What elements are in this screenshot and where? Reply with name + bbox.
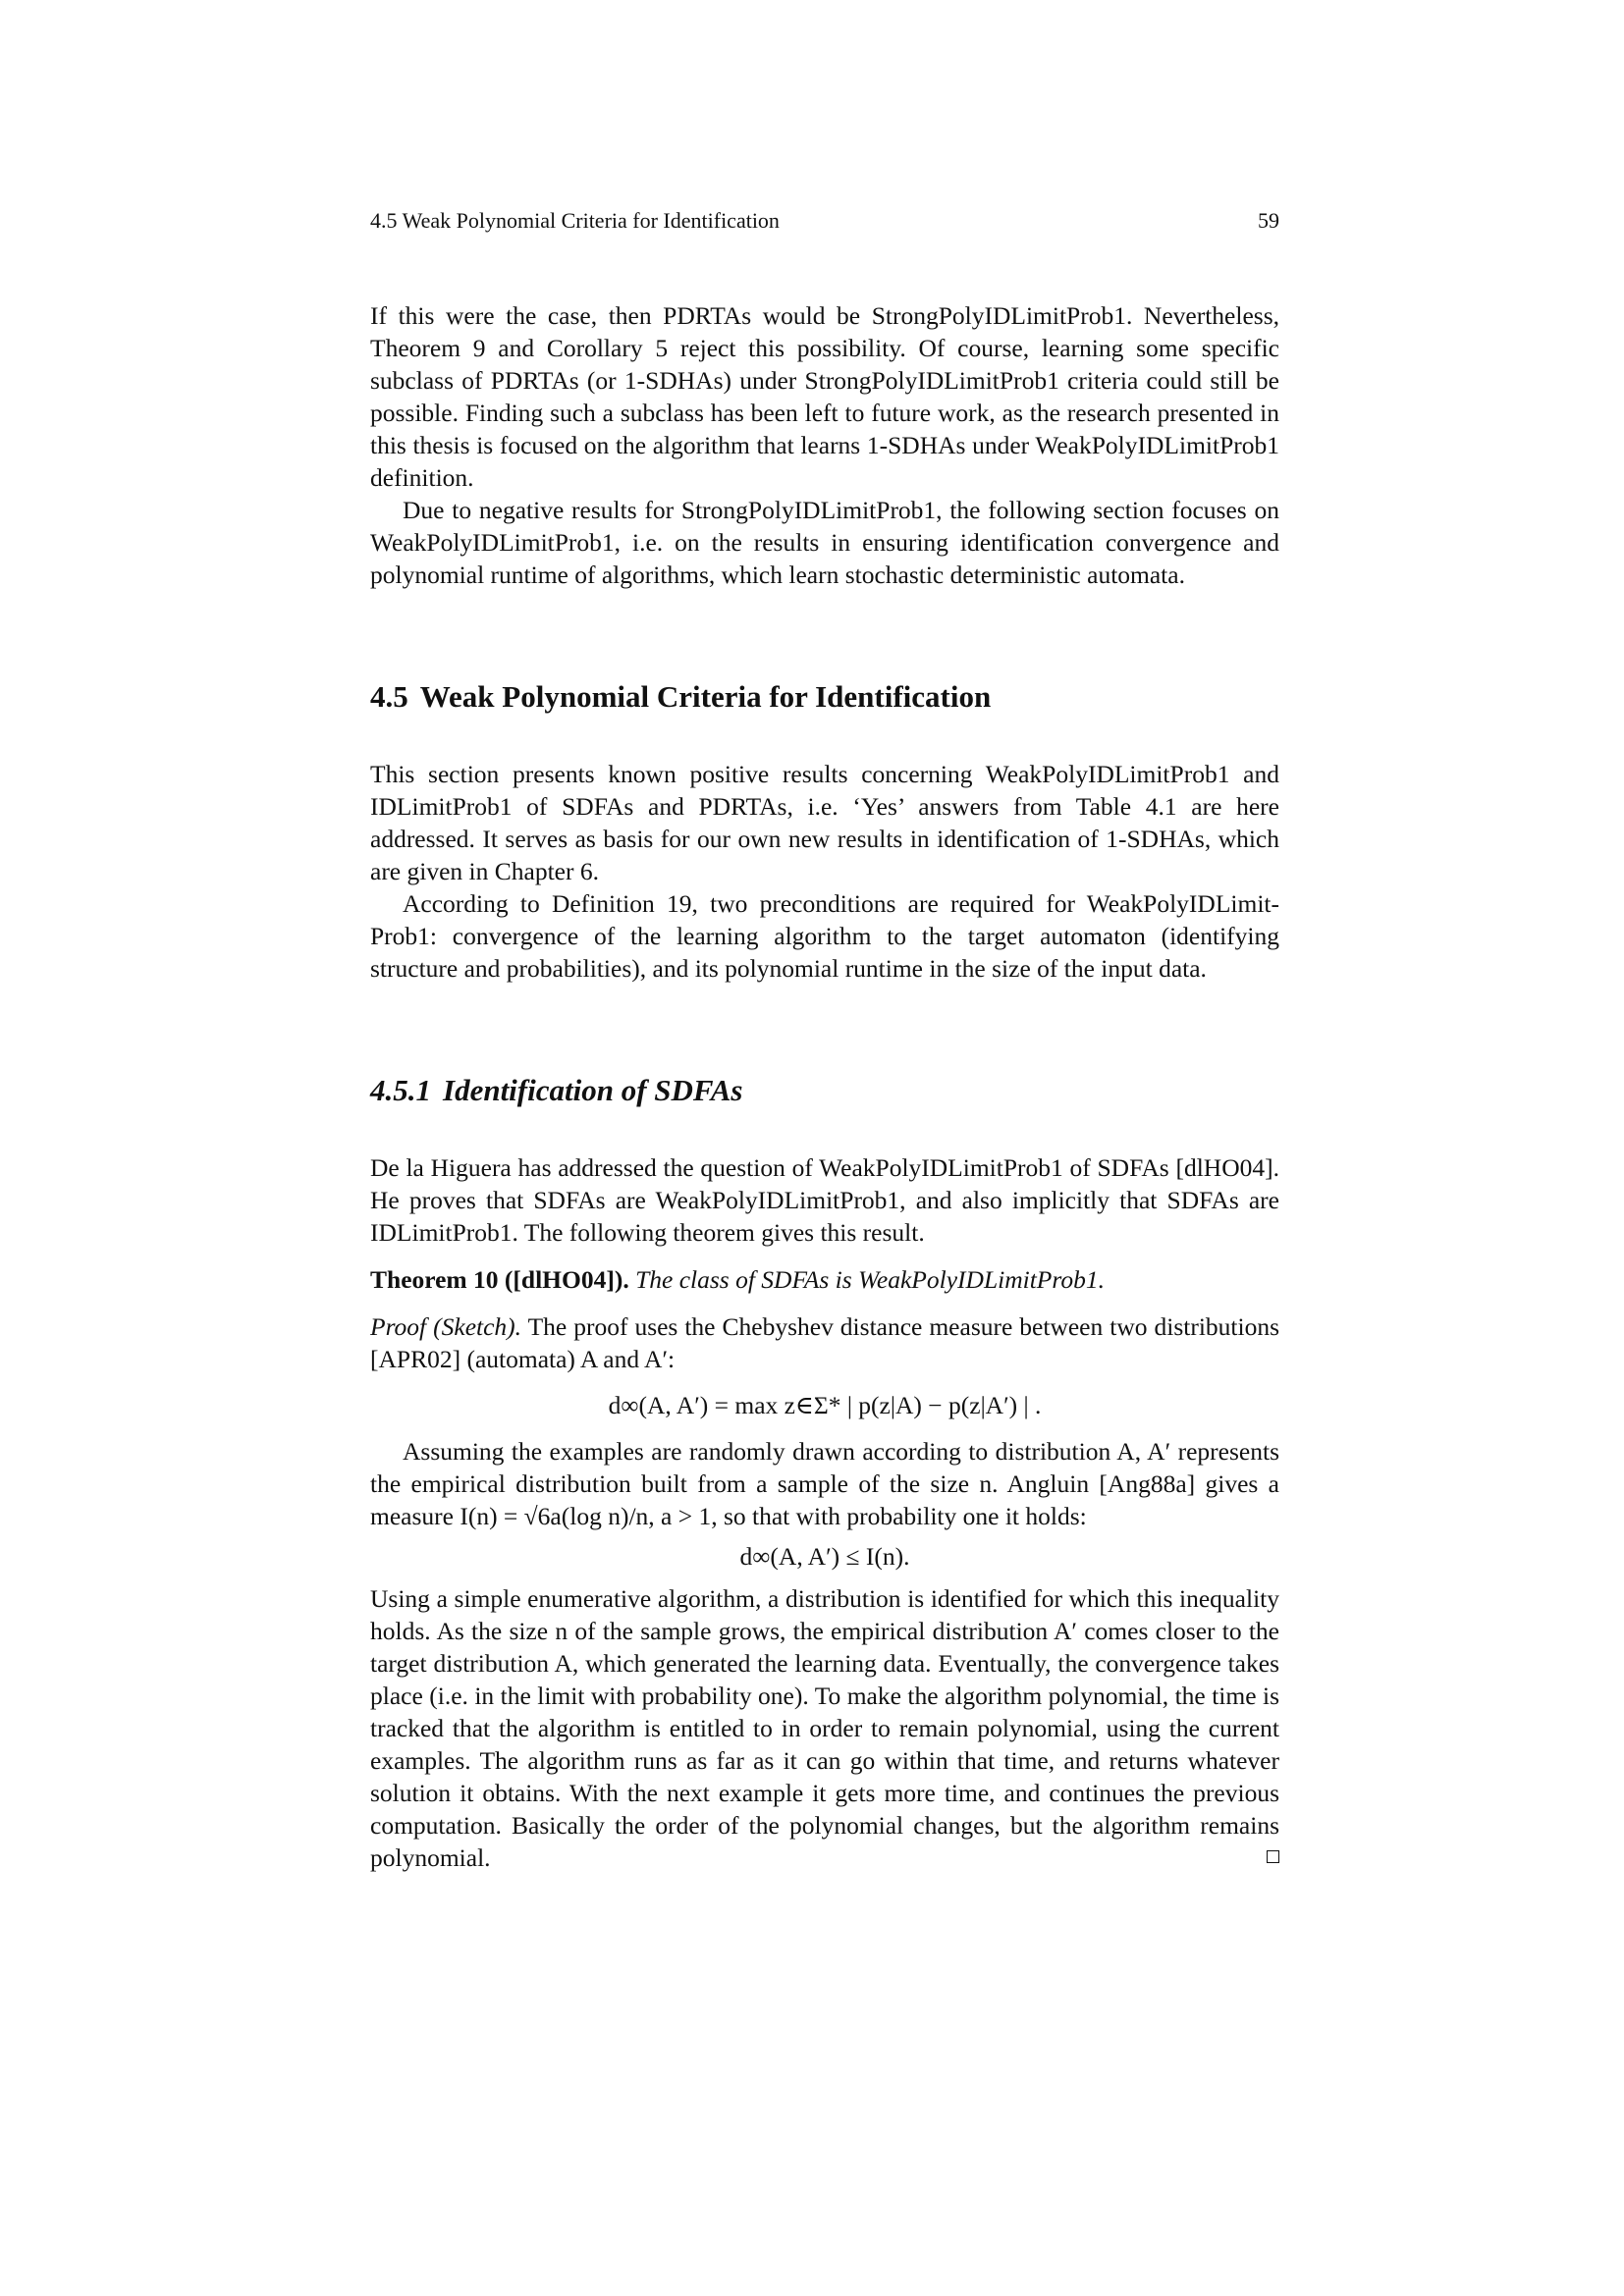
proof <box>370 1310 1279 1375</box>
section-number: 4.5 <box>370 679 408 714</box>
subsection-heading-4-5-1 <box>370 1073 742 1108</box>
section-4-5-text <box>370 758 1279 985</box>
section-4-5-paragraph-2: According to Definition 19, two preconditions are required for WeakPolyIDLimit-Prob1: convergence of the learning algorithm to the target automaton (identifying structure and probabilities), and its polynomial runtime in the size of the input data. <box>370 889 1279 983</box>
theorem-statement: The class of SDFAs is WeakPolyIDLimitProb1. <box>635 1265 1105 1294</box>
equation-bound: d∞(A, A′) ≤ I(n). <box>739 1542 910 1571</box>
running-header-section: 4.5 Weak Polynomial Criteria for Identification <box>370 208 780 233</box>
running-header <box>370 208 1279 234</box>
qed-square-icon <box>1267 1850 1279 1863</box>
subsection-paragraph-1: De la Higuera has addressed the question of WeakPolyIDLimitProb1 of SDFAs [dlHO04]. He proves that SDFAs are WeakPolyIDLimitProb1, and also implicitly that SDFAs are IDLimitProb1. The following theorem gives this result. <box>370 1153 1279 1247</box>
proof-paragraph-2: Assuming the examples are randomly drawn according to distribution A, A′ represents the empirical distribution built from a sample of the size n. Angluin [Ang88a] gives a measure I(n) = √6a(log n)/n, a > 1, so that with probability one it holds: <box>370 1437 1279 1530</box>
theorem-label: Theorem 10 ([dlHO04]). <box>370 1265 629 1294</box>
subsection-number: 4.5.1 <box>370 1073 431 1107</box>
proof-label: Proof (Sketch). <box>370 1312 522 1341</box>
equation-chebyshev: d∞(A, A′) = max z∈Σ* | p(z|A) − p(z|A′) | . <box>608 1391 1042 1419</box>
proof-paragraph-3: Using a simple enumerative algorithm, a distribution is identified for which this inequality holds. As the size n of the sample grows, the empirical distribution A′ comes closer to the target distribution A, which generated the learning data. Eventually, the convergence takes place (i.e. in the limit with probability one). To make the algorithm polynomial, the time is tracked that the algorithm is entitled to in order to remain polynomial, using the current examples. The algorithm runs as far as it can go within that time, and returns whatever solution it obtains. With the next example it gets more time, and continues the previous computation. Basically the order of the polynomial changes, but the algorithm remains polynomial. <box>370 1584 1279 1872</box>
page-number: 59 <box>1258 208 1279 233</box>
subsection-4-5-1-text <box>370 1151 1279 1874</box>
proof-intro: The proof uses the Chebyshev distance measure between two distributions [APR02] (automata) A and A′: <box>370 1312 1279 1373</box>
intro-paragraph-1: If this were the case, then PDRTAs would be StrongPolyIDLimitProb1. Nevertheless, Theorem 9 and Corollary 5 reject this possibility. Of course, learning some specific subclass of PDRTAs (or 1-SDHAs) under StrongPolyIDLimitProb1 criteria could still be possible. Finding such a subclass has been left to future work, as the research presented in this thesis is focused on the algorithm that learns 1-SDHAs under WeakPolyIDLimitProb1 definition. <box>370 301 1279 492</box>
intro-text <box>370 299 1279 591</box>
section-4-5-paragraph-1: This section presents known positive results concerning WeakPolyIDLimitProb1 and IDLimitProb1 of SDFAs and PDRTAs, i.e. ‘Yes’ answers from Table 4.1 are here addressed. It serves as basis for our own new results in identification of 1-SDHAs, which are given in Chapter 6. <box>370 760 1279 885</box>
theorem-10 <box>370 1263 1279 1296</box>
subsection-title: Identification of SDFAs <box>443 1073 743 1107</box>
section-title: Weak Polynomial Criteria for Identification <box>419 679 992 714</box>
intro-paragraph-2: Due to negative results for StrongPolyIDLimitProb1, the following section focuses on WeakPolyIDLimitProb1, i.e. on the results in ensuring identification convergence and polynomial runtime of algorithms, which learn stochastic deterministic automata. <box>370 496 1279 589</box>
section-heading-4-5 <box>370 679 991 715</box>
